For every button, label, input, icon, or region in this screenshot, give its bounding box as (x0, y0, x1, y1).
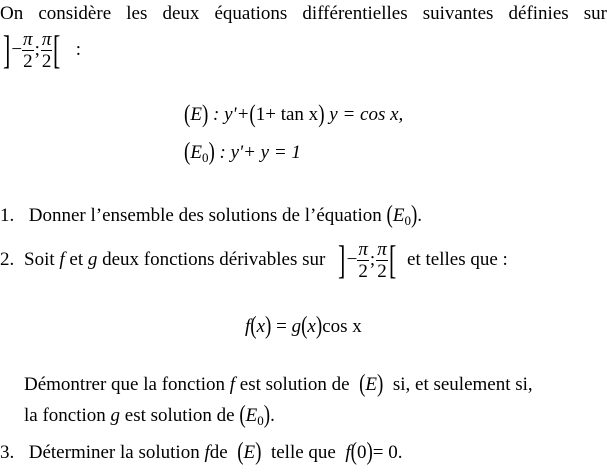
question-2: 2. Soit f et g deux fonctions dérivables sur ] − $\frac{\pi}{2}$ ; $\frac{\pi}{2}$ [ et telles que : (0, 237, 508, 282)
interval-open-bracket: ] (2, 27, 11, 72)
interval-close-bracket: [ (53, 27, 61, 72)
interval-separator: ; (34, 39, 40, 60)
fraction-pi-over-2: $\frac{\pi}{2}$ (23, 28, 33, 72)
intro-text: On considère les deux équations différentielles suivantes définies sur (0, 3, 607, 24)
fraction-pi-over-2: $\frac{\pi}{2}$ (358, 238, 368, 282)
question-3: 3. Déterminer la solution fde (E) telle que f(0)= 0. (0, 438, 403, 467)
intro-colon: : (75, 39, 81, 60)
question-number: 1. (0, 205, 15, 226)
interval-definition (0, 26, 81, 74)
fraction-pi-over-2: $\frac{\pi}{2}$ (41, 28, 52, 72)
question-2-line-1: Démontrer que la fonction f est solution de (E) si, et seulement si, (24, 370, 533, 399)
equation-e: (E) : y'+(1+ tan x) y = cos x, (184, 100, 404, 129)
fraction-pi-over-2: $\frac{\pi}{2}$ (377, 238, 387, 282)
interval-minus: − (11, 39, 23, 60)
question-2-line-2: la fonction g est solution de $(E_0)$. (24, 401, 275, 430)
equation-e0: $(E_0)$ : y'+ y = 1 (184, 138, 301, 167)
formula-f-equals-g-cos: f(x) = g(x)cos x (245, 312, 362, 341)
question-number: 2. (0, 249, 15, 270)
question-number: 3. (0, 442, 15, 463)
question-1: 1. Donner l’ensemble des solutions de l’équation $(E_0)$. (0, 201, 423, 230)
